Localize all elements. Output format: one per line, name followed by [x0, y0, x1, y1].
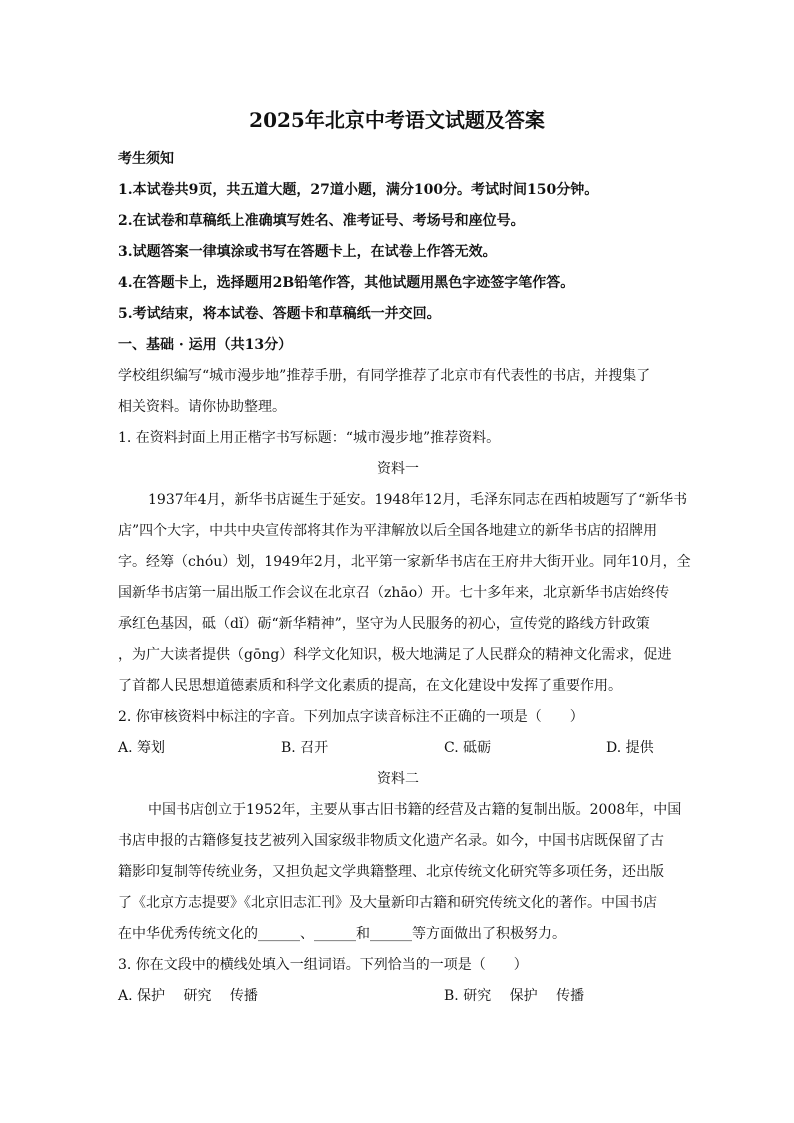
material-1-line: ，为广大读者提供（gōng）科学文化知识，极大地满足了人民群众的精神文化需求，促进	[118, 647, 672, 663]
material-2-line: 书店申报的古籍修复技艺被列入国家级非物质文化遗产名录。如今，中国书店既保留了古	[118, 833, 664, 849]
page-title: 2025年北京中考语文试题及答案	[249, 108, 545, 132]
material-1-line: 了首都人民思想道德素质和科学文化素质的提高，在文化建设中发挥了重要作用。	[118, 678, 622, 694]
material-2-line: 在中华优秀传统文化的______、______和______等方面做出了积极努力。	[118, 926, 566, 942]
material-1-line: 字。经筹（chóu）划，1949年2月，北平第一家新华书店在王府井大街开业。同年10月，全	[118, 554, 691, 570]
question-1: 1. 在资料封面上用正楷字书写标题：“城市漫步地”推荐资料。	[118, 430, 501, 446]
q2-option-b: B. 召开	[281, 740, 329, 756]
section-heading: 一、基础 · 运用（共13分）	[118, 337, 293, 353]
q2-option-d: D. 提供	[606, 740, 654, 756]
notice-item-5: 5.考试结束，将本试卷、答题卡和草稿纸一并交回。	[118, 306, 441, 322]
notice-heading: 考生须知	[118, 151, 174, 167]
material-1-line: 店”四个大字，中共中央宣传部将其作为平津解放以后全国各地建立的新华书店的招牌用	[118, 523, 658, 539]
q3-option-a: A. 保护 研究 传播	[118, 988, 258, 1004]
material-2-line: 中国书店创立于1952年，主要从事古旧书籍的经营及古籍的复制出版。2008年，中国	[148, 802, 682, 818]
question-3: 3. 你在文段中的横线处填入一组词语。下列恰当的一项是（ ）	[118, 957, 528, 973]
material-1-heading: 资料一	[377, 461, 419, 477]
material-2-line: 籍影印复制等传统业务，又担负起文学典籍整理、北京传统文化研究等多项任务，还出版	[118, 864, 664, 880]
q3-option-b: B. 研究 保护 传播	[444, 988, 585, 1004]
material-1-line: 国新华书店第一届出版工作会议在北京召（zhāo）开。七十多年来，北京新华书店始终传	[118, 585, 670, 601]
intro-line-2: 相关资料。请你协助整理。	[118, 399, 286, 415]
intro-line-1: 学校组织编写“城市漫步地”推荐手册，有同学推荐了北京市有代表性的书店，并搜集了	[118, 368, 651, 384]
material-2-line: 了《北京方志提要》《北京旧志汇刊》及大量新印古籍和研究传统文化的著作。中国书店	[118, 895, 657, 911]
material-1-line: 1937年4月，新华书店诞生于延安。1948年12月，毛泽东同志在西柏坡题写了“新华书	[148, 492, 688, 508]
notice-item-2: 2.在试卷和草稿纸上准确填写姓名、准考证号、考场号和座位号。	[118, 213, 525, 229]
material-2-heading: 资料二	[377, 771, 419, 787]
notice-item-4: 4.在答题卡上，选择题用2B铅笔作答，其他试题用黑色字迹签字笔作答。	[118, 275, 575, 291]
question-2: 2. 你审核资料中标注的字音。下列加点字读音标注不正确的一项是（ ）	[118, 709, 584, 725]
material-1-line: 承红色基因，砥（dǐ）砺“新华精神”，坚守为人民服务的初心，宣传党的路线方针政策	[118, 616, 650, 632]
q2-option-a: A. 筹划	[118, 740, 166, 756]
q2-option-c: C. 砥砺	[444, 740, 492, 756]
notice-item-1: 1.本试卷共9页，共五道大题，27道小题，满分100分。考试时间150分钟。	[118, 182, 599, 198]
notice-item-3: 3.试题答案一律填涂或书写在答题卡上，在试卷上作答无效。	[118, 244, 497, 260]
